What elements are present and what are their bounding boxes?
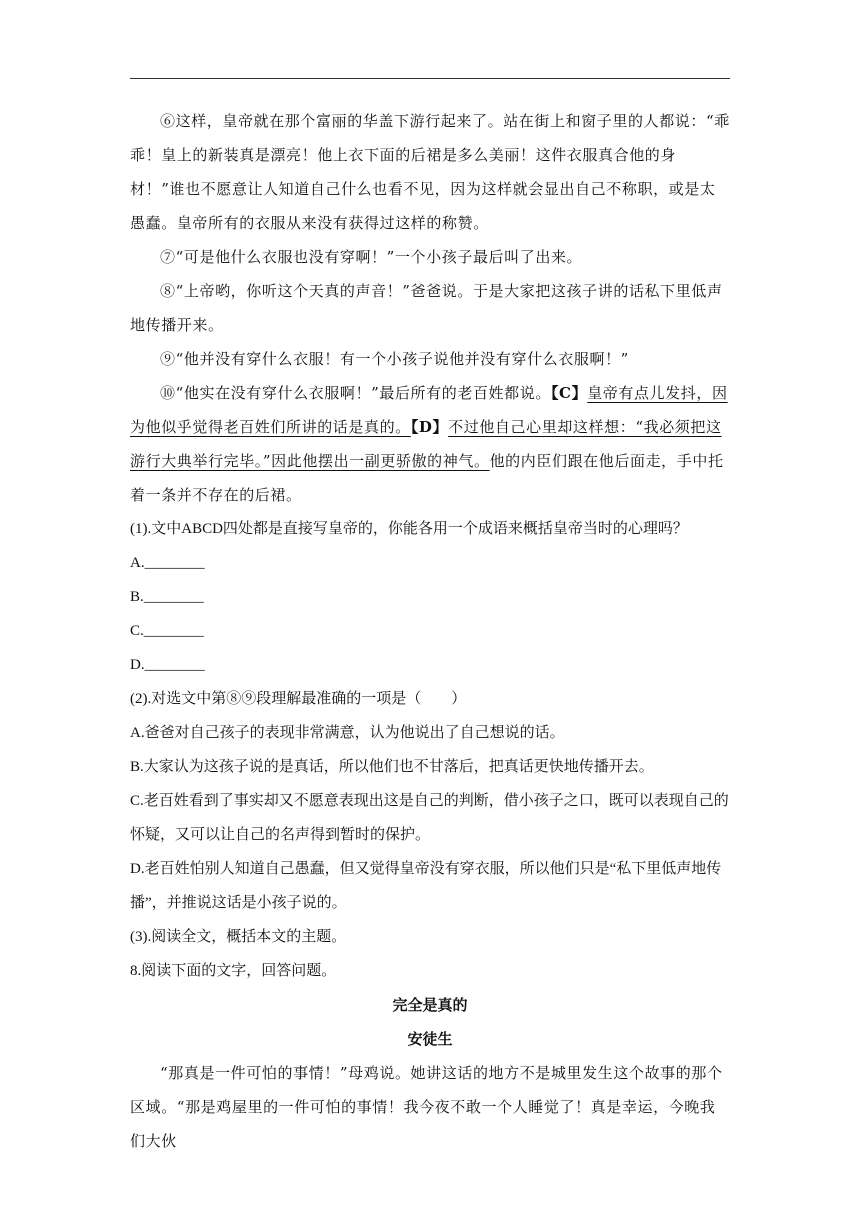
question-2-option-b: B.大家认为这孩子说的是真话，所以他们也不甘落后，把真话更快地传播开去。 <box>130 759 654 775</box>
story-author: 安徒生 <box>407 1030 453 1048</box>
question-1-blank-b: B.________ <box>130 589 204 605</box>
paragraph-10 <box>130 376 730 512</box>
story-title: 完全是真的 <box>392 996 468 1014</box>
question-2-option-d: D.老百姓怕别人知道自己愚蠢，但又觉得皇帝没有穿衣服，所以他们只是“私下里低声地传播”，并推说这话是小孩子说的。 <box>130 861 722 911</box>
question-3: (3).阅读全文，概括本文的主题。 <box>130 929 347 945</box>
document-content <box>130 104 730 1158</box>
paragraph-8: ⑧“上帝哟，你听这个天真的声音！”爸爸说。于是大家把这孩子讲的话私下里低声地传播开来。 <box>130 282 723 334</box>
question-2-option-c: C.老百姓看到了事实却又不愿意表现出这是自己的判断，借小孩子之口，既可以表现自己的怀疑，又可以让自己的名声得到暂时的保护。 <box>130 793 729 843</box>
question-1-blank-d: D.________ <box>130 657 205 673</box>
paragraph-6: ⑥这样，皇帝就在那个富丽的华盖下游行起来了。站在街上和窗子里的人都说：“乖乖！皇上的新装真是漂亮！他上衣下面的后裙是多么美丽！这件衣服真合他的身材！”谁也不愿意让人知道自己什么也看不见，因为这样就会显出自己不称职，或是太愚蠢。皇帝所有的衣服从来没有获得过这样的称赞。 <box>130 112 730 232</box>
question-1-blank-c: C.________ <box>130 623 204 639</box>
section-8-intro: 8.阅读下面的文字，回答问题。 <box>130 963 337 979</box>
paragraph-7: ⑦“可是他什么衣服也没有穿啊！”一个小孩子最后叫了出来。 <box>160 248 583 266</box>
question-2-option-a: A.爸爸对自己孩子的表现非常满意，认为他说出了自己想说的话。 <box>130 725 565 741</box>
question-2: (2).对选文中第⑧⑨段理解最准确的一项是（ ） <box>130 691 467 707</box>
story-paragraph-1: “那真是一件可怕的事情！”母鸡说。她讲这话的地方不是城里发生这个故事的那个区域。“那是鸡屋里的一件可怕的事情！我今夜不敢一个人睡觉了！真是幸运，今晚我们大伙 <box>130 1064 723 1150</box>
question-1: (1).文中ABCD四处都是直接写皇帝的，你能各用一个成语来概括皇帝当时的心理吗？ <box>130 521 688 537</box>
underlined-c: 皇帝有点儿发抖，因为他似乎觉得老百姓们所讲的话是真的。 <box>130 384 728 436</box>
marker-d: 【D】 <box>410 418 449 436</box>
paragraph-10-start: ⑩“他实在没有穿什么衣服啊！”最后所有的老百姓都说。 <box>160 384 551 402</box>
marker-c: 【C】 <box>550 384 588 402</box>
question-1-blank-a: A.________ <box>130 555 205 571</box>
paragraph-9: ⑨“他并没有穿什么衣服！有一个小孩子说他并没有穿什么衣服啊！” <box>160 350 629 368</box>
paragraph-10-end: 他的内臣们跟在他后面走，手中托着一条并不存在的后裙。 <box>130 452 724 504</box>
underlined-d: 不过他自己心里却这样想：“我必须把这游行大典举行完毕。”因此他摆出一副更骄傲的神气。 <box>130 418 722 470</box>
header-rule <box>130 78 730 79</box>
